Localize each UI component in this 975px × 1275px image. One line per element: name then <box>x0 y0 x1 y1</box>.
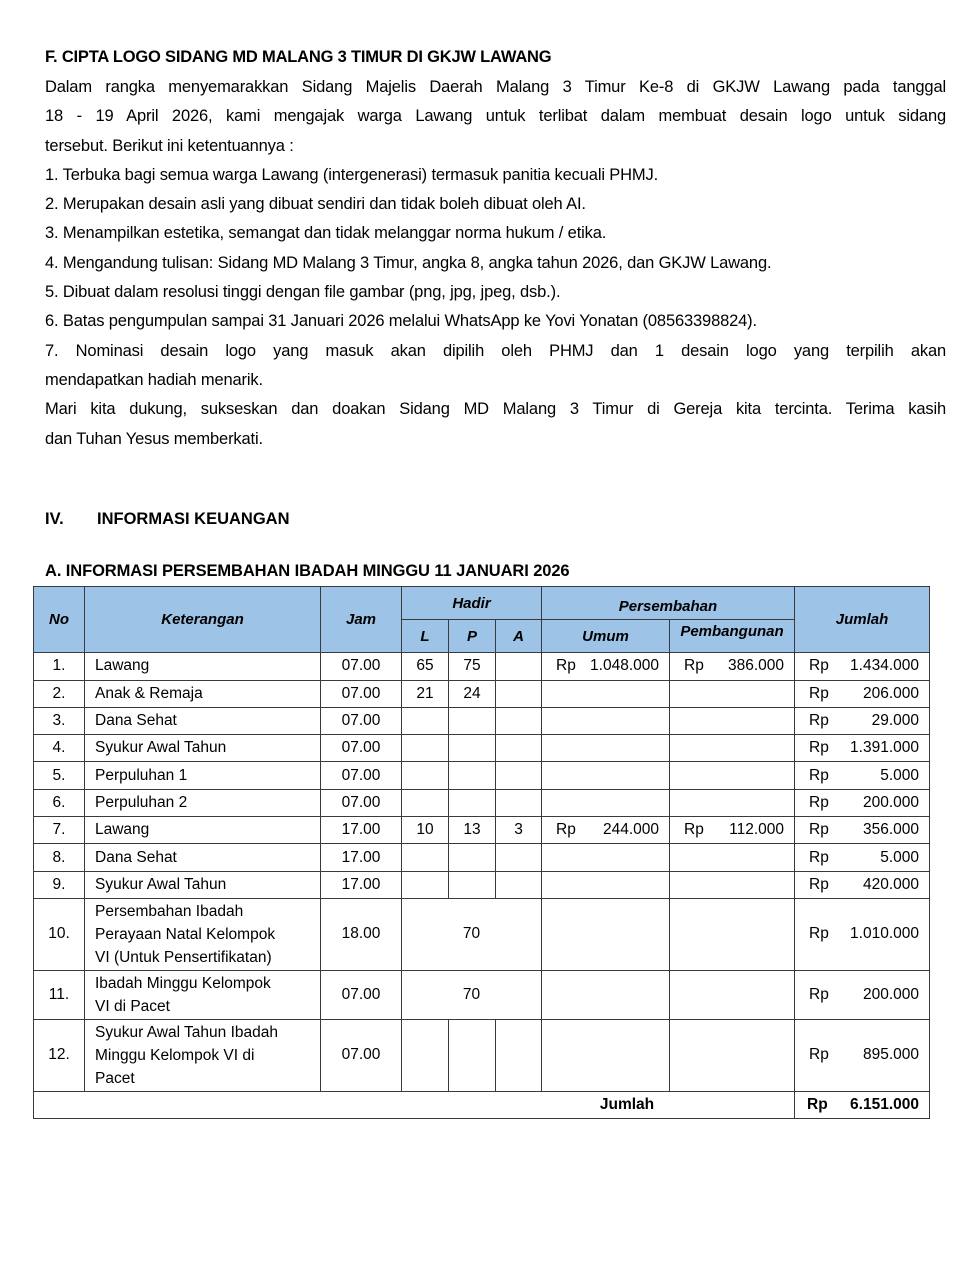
table-body <box>34 653 930 1092</box>
cell-hadir-p: 24 <box>449 680 496 707</box>
cell-umum <box>542 653 670 680</box>
cell-jumlah <box>795 789 930 816</box>
cell-hadir-p <box>449 707 496 734</box>
cell-pembangunan <box>670 707 795 734</box>
cell-hadir-a <box>496 789 542 816</box>
header-l: L <box>402 620 449 653</box>
cell-pembangunan <box>670 789 795 816</box>
header-jumlah: Jumlah <box>795 587 930 653</box>
cell-jumlah <box>795 735 930 762</box>
cell-keterangan: Perpuluhan 2 <box>85 789 321 816</box>
cell-umum <box>542 970 670 1019</box>
cell-jumlah-value: 206.000 <box>862 684 919 702</box>
cell-hadir-l <box>402 707 449 734</box>
cell-hadir-a <box>496 844 542 871</box>
cell-hadir-p: 13 <box>449 817 496 844</box>
cell-keterangan: Syukur Awal Tahun Ibadah Minggu Kelompok VI di Pacet <box>85 1019 321 1091</box>
cell-no: 2. <box>34 680 85 707</box>
intro-line: Dalam rangka menyemarakkan Sidang Majelis Daerah Malang 3 Timur Ke-8 di GKJW Lawang pada tanggal <box>45 78 946 96</box>
cell-pembangunan <box>670 735 795 762</box>
cell-hadir-p <box>449 1019 496 1091</box>
currency-label: Rp <box>684 657 704 675</box>
cell-jumlah <box>795 817 930 844</box>
table-row <box>34 680 930 707</box>
currency-label: Rp <box>807 1096 828 1114</box>
cell-jumlah-value: 200.000 <box>862 985 919 1003</box>
cell-hadir-p <box>449 844 496 871</box>
cell-jumlah-value: 29.000 <box>871 712 919 730</box>
cell-jumlah <box>795 762 930 789</box>
cell-hadir-l: 21 <box>402 680 449 707</box>
section-f-title: F. CIPTA LOGO SIDANG MD MALANG 3 TIMUR DI GKJW LAWANG <box>45 48 552 66</box>
cell-pembangunan <box>670 871 795 898</box>
cell-pembangunan <box>670 898 795 970</box>
currency-label: Rp <box>809 848 829 866</box>
cell-keterangan: Anak & Remaja <box>85 680 321 707</box>
table-row <box>34 707 930 734</box>
cell-umum <box>542 762 670 789</box>
currency-label: Rp <box>556 657 576 675</box>
rule-item: 6. Batas pengumpulan sampai 31 Januari 2026 melalui WhatsApp ke Yovi Yonatan (08563398824). <box>45 312 757 331</box>
cell-jumlah <box>795 970 930 1019</box>
cell-jam: 17.00 <box>321 844 402 871</box>
cell-no: 12. <box>34 1019 85 1091</box>
cell-hadir-l <box>402 735 449 762</box>
cell-jam: 07.00 <box>321 970 402 1019</box>
cell-keterangan: Syukur Awal Tahun <box>85 871 321 898</box>
cell-pembangunan-value: 386.000 <box>727 657 784 675</box>
currency-label: Rp <box>809 684 829 702</box>
cell-umum <box>542 844 670 871</box>
cell-umum <box>542 707 670 734</box>
cell-jumlah <box>795 707 930 734</box>
cell-hadir-l <box>402 1019 449 1091</box>
intro-line: tersebut. Berikut ini ketentuannya : <box>45 136 294 155</box>
currency-label: Rp <box>809 657 829 675</box>
cell-jumlah-value: 895.000 <box>862 1046 919 1064</box>
header-umum: Umum <box>542 620 670 653</box>
header-keterangan: Keterangan <box>85 587 321 653</box>
cell-keterangan: Perpuluhan 1 <box>85 762 321 789</box>
section-iv-number: IV. <box>45 510 64 528</box>
currency-label: Rp <box>809 739 829 757</box>
section-a-title: A. INFORMASI PERSEMBAHAN IBADAH MINGGU 11 JANUARI 2026 <box>45 562 570 580</box>
cell-pembangunan <box>670 970 795 1019</box>
cell-umum <box>542 898 670 970</box>
cell-jumlah-value: 1.434.000 <box>850 657 919 675</box>
cell-no: 7. <box>34 817 85 844</box>
cell-no: 1. <box>34 653 85 680</box>
currency-label: Rp <box>809 793 829 811</box>
total-value: 6.151.000 <box>850 1096 919 1114</box>
cell-umum <box>542 789 670 816</box>
cell-jam: 07.00 <box>321 707 402 734</box>
cell-umum-value: 1.048.000 <box>590 657 659 675</box>
cell-jam: 07.00 <box>321 1019 402 1091</box>
total-label: Jumlah <box>34 1091 795 1118</box>
rule-item: 4. Mengandung tulisan: Sidang MD Malang 3 Timur, angka 8, angka tahun 2026, dan GKJW Lawang. <box>45 253 772 272</box>
cell-hadir-l: 65 <box>402 653 449 680</box>
table-row <box>34 871 930 898</box>
table-row <box>34 970 930 1019</box>
cell-jam: 07.00 <box>321 789 402 816</box>
currency-label: Rp <box>809 1046 829 1064</box>
cell-pembangunan-value: 112.000 <box>729 821 784 839</box>
cell-jumlah-value: 1.010.000 <box>850 925 919 943</box>
cell-jumlah <box>795 653 930 680</box>
table-row <box>34 817 930 844</box>
cell-jumlah <box>795 844 930 871</box>
rule-item: 1. Terbuka bagi semua warga Lawang (intergenerasi) termasuk panitia kecuali PHMJ. <box>45 165 659 184</box>
cell-jam: 07.00 <box>321 680 402 707</box>
cell-keterangan: Lawang <box>85 817 321 844</box>
cell-hadir-a <box>496 871 542 898</box>
cell-jam: 07.00 <box>321 735 402 762</box>
cell-hadir-l <box>402 762 449 789</box>
cell-hadir-a <box>496 707 542 734</box>
closing-line: Mari kita dukung, sukseskan dan doakan Sidang MD Malang 3 Timur di Gereja kita tercinta. Terima kasih <box>45 400 946 419</box>
total-value-cell <box>795 1091 930 1118</box>
rule-item: 3. Menampilkan estetika, semangat dan tidak melanggar norma hukum / etika. <box>45 224 607 243</box>
cell-hadir-l <box>402 844 449 871</box>
cell-jumlah-value: 5.000 <box>880 848 919 866</box>
cell-jumlah-value: 5.000 <box>880 766 919 784</box>
cell-jumlah-value: 200.000 <box>862 793 919 811</box>
currency-label: Rp <box>809 712 829 730</box>
section-iv-heading <box>45 510 290 529</box>
cell-hadir-a <box>496 680 542 707</box>
table-row <box>34 1019 930 1091</box>
cell-pembangunan <box>670 844 795 871</box>
cell-hadir-p: 75 <box>449 653 496 680</box>
cell-pembangunan <box>670 762 795 789</box>
cell-jumlah <box>795 1019 930 1091</box>
cell-hadir-a <box>496 762 542 789</box>
cell-no: 9. <box>34 871 85 898</box>
header-a: A <box>496 620 542 653</box>
cell-hadir-a <box>496 1019 542 1091</box>
cell-jumlah-value: 420.000 <box>862 875 919 893</box>
cell-keterangan: Lawang <box>85 653 321 680</box>
section-f-body <box>45 73 946 454</box>
header-jam: Jam <box>321 587 402 653</box>
currency-label: Rp <box>809 766 829 784</box>
cell-umum-value: 244.000 <box>602 821 659 839</box>
cell-keterangan: Persembahan Ibadah Perayaan Natal Kelompok VI (Untuk Pensertifikatan) <box>85 898 321 970</box>
cell-umum <box>542 735 670 762</box>
cell-umum <box>542 817 670 844</box>
currency-label: Rp <box>684 821 704 839</box>
section-iv-title: INFORMASI KEUANGAN <box>97 510 290 528</box>
currency-label: Rp <box>809 985 829 1003</box>
cell-keterangan: Dana Sehat <box>85 844 321 871</box>
cell-umum <box>542 1019 670 1091</box>
header-persembahan: Persembahan <box>542 587 795 620</box>
cell-jam: 17.00 <box>321 871 402 898</box>
rule-item: 5. Dibuat dalam resolusi tinggi dengan file gambar (png, jpg, jpeg, dsb.). <box>45 283 561 302</box>
cell-hadir-total: 70 <box>402 898 542 970</box>
cell-hadir-total: 70 <box>402 970 542 1019</box>
cell-pembangunan <box>670 653 795 680</box>
cell-jumlah-value: 356.000 <box>862 821 919 839</box>
header-pembangunan: Pembangunan <box>670 620 795 653</box>
cell-hadir-p <box>449 871 496 898</box>
cell-no: 4. <box>34 735 85 762</box>
cell-hadir-l <box>402 871 449 898</box>
cell-jumlah <box>795 871 930 898</box>
rule-item: 7. Nominasi desain logo yang masuk akan dipilih oleh PHMJ dan 1 desain logo yang terpilih akan <box>45 341 946 360</box>
table-row <box>34 762 930 789</box>
table-row <box>34 735 930 762</box>
table-row <box>34 653 930 680</box>
cell-hadir-p <box>449 735 496 762</box>
offering-table <box>33 586 930 1119</box>
intro-line: 18 - 19 April 2026, kami mengajak warga Lawang untuk terlibat dalam membuat desain logo untuk sidang <box>45 107 946 126</box>
cell-keterangan: Syukur Awal Tahun <box>85 735 321 762</box>
cell-hadir-l: 10 <box>402 817 449 844</box>
currency-label: Rp <box>809 925 829 943</box>
cell-jumlah <box>795 680 930 707</box>
cell-keterangan: Ibadah Minggu Kelompok VI di Pacet <box>85 970 321 1019</box>
cell-hadir-a <box>496 735 542 762</box>
currency-label: Rp <box>556 821 576 839</box>
cell-keterangan: Dana Sehat <box>85 707 321 734</box>
table-row <box>34 898 930 970</box>
cell-no: 8. <box>34 844 85 871</box>
cell-jumlah-value: 1.391.000 <box>850 739 919 757</box>
cell-hadir-p <box>449 762 496 789</box>
table-row <box>34 844 930 871</box>
cell-jumlah <box>795 898 930 970</box>
cell-hadir-l <box>402 789 449 816</box>
currency-label: Rp <box>809 875 829 893</box>
cell-hadir-a <box>496 653 542 680</box>
currency-label: Rp <box>809 821 829 839</box>
cell-no: 5. <box>34 762 85 789</box>
cell-jam: 07.00 <box>321 653 402 680</box>
cell-jam: 07.00 <box>321 762 402 789</box>
rule-item: 2. Merupakan desain asli yang dibuat sendiri dan tidak boleh dibuat oleh AI. <box>45 195 586 214</box>
cell-jam: 18.00 <box>321 898 402 970</box>
cell-pembangunan <box>670 817 795 844</box>
closing-line: dan Tuhan Yesus memberkati. <box>45 429 263 448</box>
cell-umum <box>542 680 670 707</box>
cell-hadir-a: 3 <box>496 817 542 844</box>
cell-pembangunan <box>670 1019 795 1091</box>
cell-no: 11. <box>34 970 85 1019</box>
cell-umum <box>542 871 670 898</box>
cell-pembangunan <box>670 680 795 707</box>
header-p: P <box>449 620 496 653</box>
header-hadir: Hadir <box>402 587 542 620</box>
cell-hadir-p <box>449 789 496 816</box>
cell-no: 6. <box>34 789 85 816</box>
cell-no: 3. <box>34 707 85 734</box>
cell-jam: 17.00 <box>321 817 402 844</box>
cell-no: 10. <box>34 898 85 970</box>
rule-item: mendapatkan hadiah menarik. <box>45 370 263 389</box>
total-row <box>34 1091 930 1118</box>
table-row <box>34 789 930 816</box>
header-no: No <box>34 587 85 653</box>
